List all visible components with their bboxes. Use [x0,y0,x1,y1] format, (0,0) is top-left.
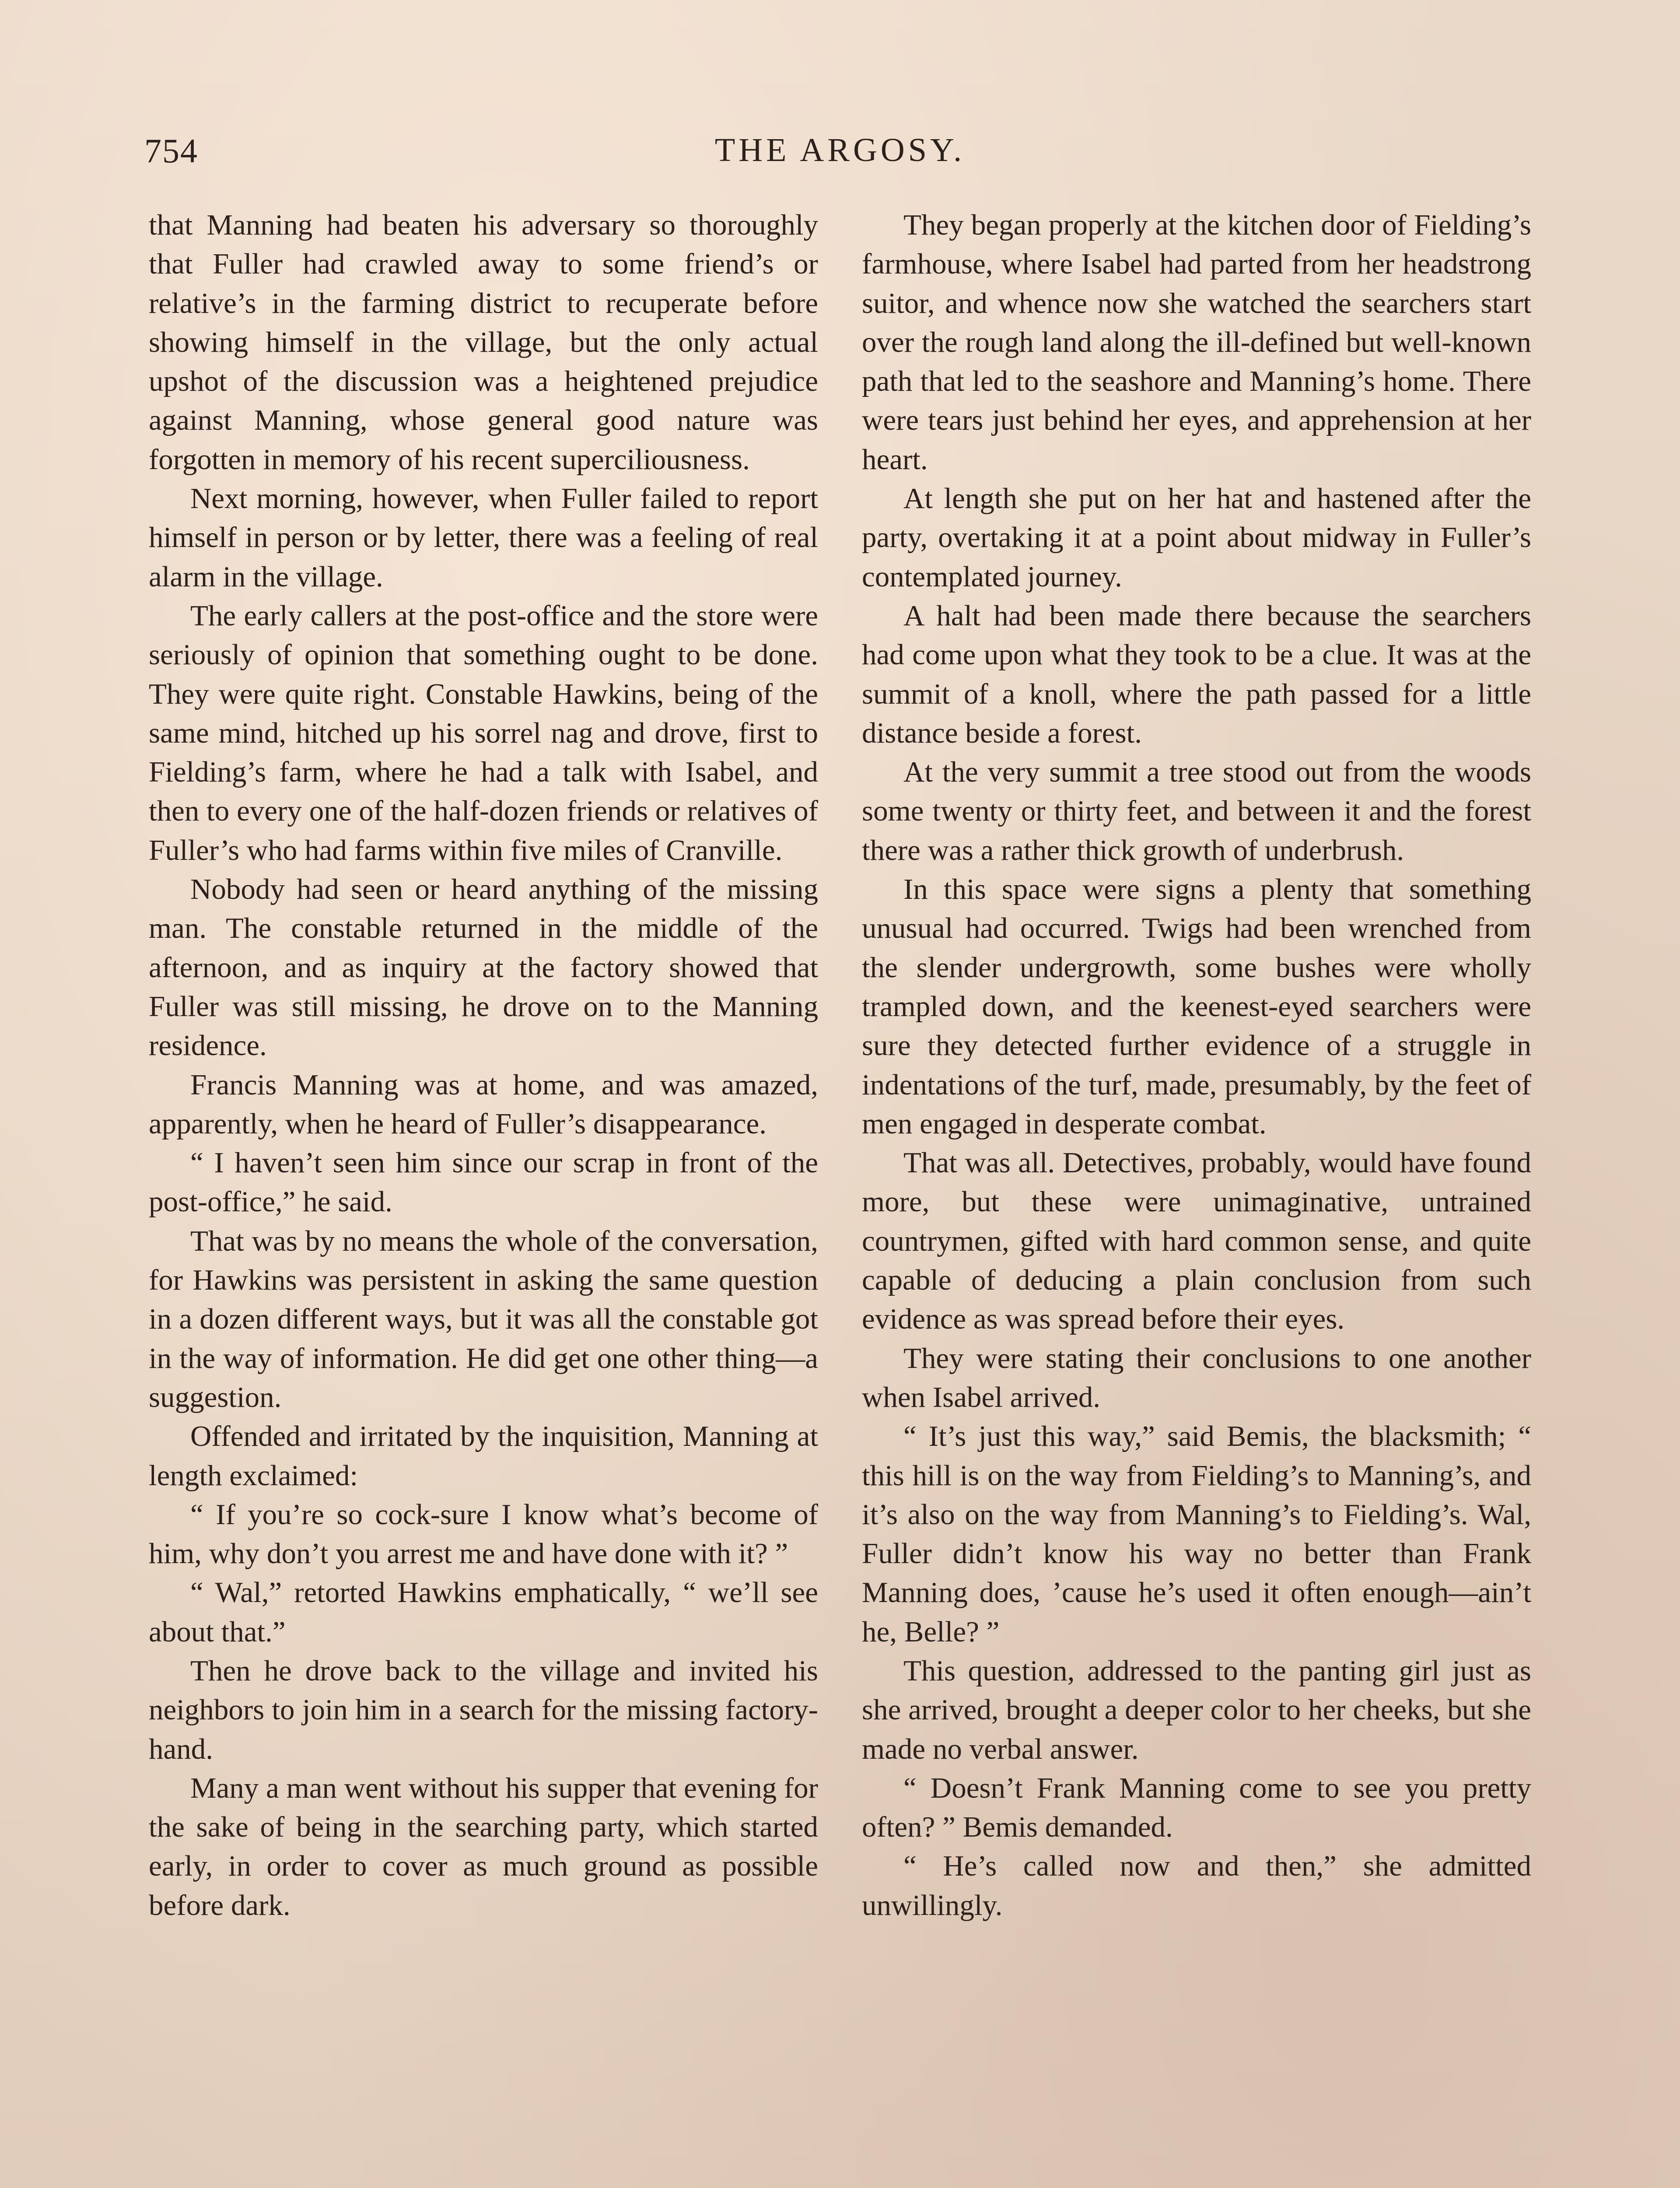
paragraph: Nobody had seen or heard anything of the missing man. The constable returned in the middle of the afternoon, and as inquiry at the factory showed that Fuller was still missing, he drove on to the Manning residence. [149,873,818,1062]
paragraph: Francis Manning was at home, and was amazed, apparently, when he heard of Fuller’s disappearance. [149,1068,818,1140]
page-number: 754 [144,132,198,170]
paragraph: The early callers at the post-office and the store were seriously of opinion that something ought to be done. They were quite right. Constable Hawkins, being of the same mind, hitched up his sorrel nag and drove, first to Fielding’s farm, where he had a talk with Isabel, and then to every one of the half-dozen friends or relatives of Fuller’s who had farms within five miles of Cranville. [149,599,818,866]
left-column [149,206,818,2188]
paragraph: “ If you’re so cock-sure I know what’s become of him, why don’t you arrest me and have done with it? ” [149,1498,818,1570]
paragraph: Offended and irritated by the inquisition, Manning at length exclaimed: [149,1420,818,1492]
paragraph: “ Wal,” retorted Hawkins emphatically, “ we’ll see about that.” [149,1576,818,1648]
paragraph: Next morning, however, when Fuller failed to report himself in person or by letter, there was a feeling of real alarm in the village. [149,482,818,593]
paragraph: This question, addressed to the panting girl just as she arrived, brought a deeper color to her cheeks, but she made no verbal answer. [862,1654,1531,1765]
paragraph: Then he drove back to the village and invited his neighbors to join him in a search for the missing factory-hand. [149,1654,818,1765]
paragraph: In this space were signs a plenty that something unusual had occurred. Twigs had been wrenched from the slender undergrowth, some bushes were wholly trampled down, and the keenest-eyed searchers were sure they detected further evidence of a struggle in indentations of the turf, made, presumably, by the feet of men engaged in desperate combat. [862,873,1531,1140]
paragraph: “ Doesn’t Frank Manning come to see you pretty often? ” Bemis demanded. [862,1771,1531,1844]
paragraph: A halt had been made there because the searchers had come upon what they took to be a clue. It was at the summit of a knoll, where the path passed for a little distance beside a forest. [862,599,1531,749]
right-column [862,206,1531,2188]
paragraph: That was all. Detectives, probably, would have found more, but these were unimaginative, untrained countrymen, gifted with hard common sense, and quite capable of deducing a plain conclusion from such evidence as was spread before their eyes. [862,1147,1531,1336]
paragraph: “ I haven’t seen him since our scrap in front of the post-office,” he said. [149,1147,818,1218]
paragraph: “ He’s called now and then,” she admitted unwillingly. [862,1850,1531,1922]
page-header [144,131,1536,179]
paragraph: They began properly at the kitchen door of Fielding’s farmhouse, where Isabel had parted from her headstrong suitor, and whence now she watched the searchers start over the rough land along the ill-defined but well-known path that led to the seashore and Manning’s home. There were tears just behind her eyes, and apprehension at her heart. [862,209,1531,476]
paragraph: At the very summit a tree stood out from the woods some twenty or thirty feet, and between it and the forest there was a rather thick growth of underbrush. [862,756,1531,866]
paragraph: That was by no means the whole of the conversation, for Hawkins was persistent in asking the same question in a dozen different ways, but it was all the constable got in the way of information. He did get one other thing—a suggestion. [149,1224,818,1413]
paragraph: Many a man went without his supper that evening for the sake of being in the searching party, which started early, in order to cover as much ground as possible before dark. [149,1771,818,1922]
paragraph: They were stating their conclusions to one another when Isabel arrived. [862,1342,1531,1413]
paragraph: “ It’s just this way,” said Bemis, the blacksmith; “ this hill is on the way from Fielding’s to Manning’s, and it’s also on the way from Manning’s to Fielding’s. Wal, Fuller didn’t know his way no better than Frank Manning does, ’cause he’s used it often enough—ain’t he, Belle? ” [862,1420,1531,1648]
running-head: THE ARGOSY. [714,132,966,168]
paragraph: that Manning had beaten his adversary so thoroughly that Fuller had crawled away to some friend’s or relative’s in the farming district to recuperate before showing himself in the village, but the only actual upshot of the discussion was a heightened prejudice against Manning, whose general good nature was forgotten in memory of his recent superciliousness. [149,209,818,476]
text-columns [149,206,1531,2188]
paragraph: At length she put on her hat and hastened after the party, overtaking it at a point about midway in Fuller’s contemplated journey. [862,482,1531,593]
